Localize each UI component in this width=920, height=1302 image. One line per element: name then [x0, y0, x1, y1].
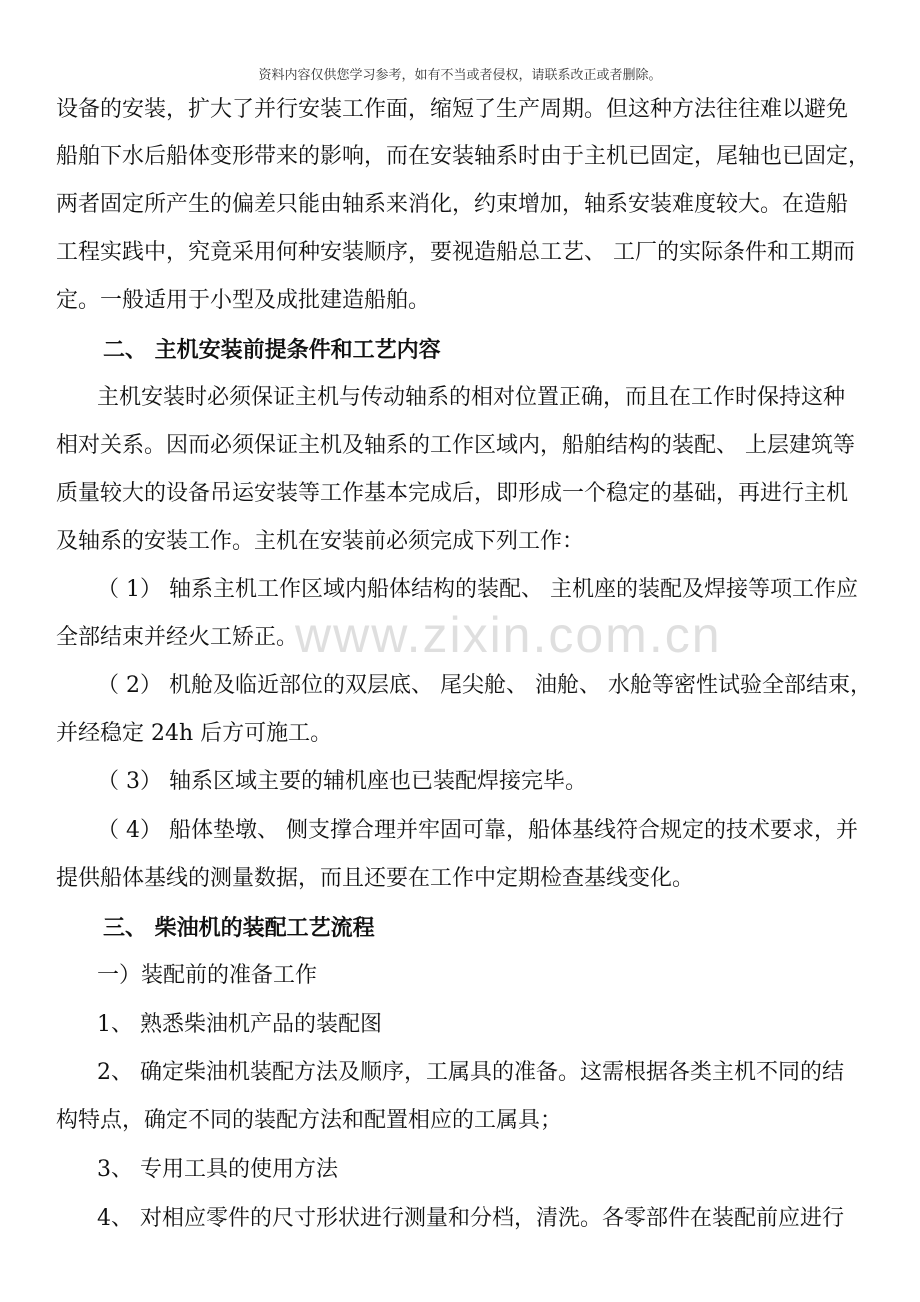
- paragraph-line: 并经稳定 24h 后方可施工。: [56, 721, 333, 746]
- paragraph-line: 构特点，确定不同的装配方法和配置相应的工属具；: [56, 1108, 563, 1133]
- paragraph-line: 全部结束并经火工矫正。: [56, 625, 299, 650]
- list-item: （ 2） 机舱及临近部位的双层底、 尾尖舱、 油舱、 水舱等密性试验全部结束，: [97, 673, 872, 698]
- list-item: （ 3） 轴系区域主要的辅机座也已装配焊接完毕。: [97, 769, 587, 794]
- paragraph-line: 工程实践中，究竟采用何种安装顺序，要视造船总工艺、 工厂的实际条件和工期而: [56, 240, 855, 265]
- paragraph-line: 定。一般适用于小型及成批建造船舶。: [56, 288, 431, 313]
- list-item: 3、 专用工具的使用方法: [97, 1157, 338, 1182]
- section-heading: 三、 柴油机的装配工艺流程: [103, 915, 375, 941]
- paragraph-line: 质量较大的设备吊运安装等工作基本完成后，即形成一个稳定的基础，再进行主机: [56, 481, 849, 506]
- paragraph-line: 两者固定所产生的偏差只能由轴系来消化，约束增加，轴系安装难度较大。在造船: [56, 192, 849, 217]
- paragraph-line: 主机安装时必须保证主机与传动轴系的相对位置正确，而且在工作时保持这种: [97, 385, 846, 410]
- paragraph-line: 及轴系的安装工作。主机在安装前必须完成下列工作：: [56, 529, 585, 554]
- list-item: 2、 确定柴油机装配方法及顺序，工属具的准备。这需根据各类主机不同的结: [97, 1060, 844, 1085]
- list-item: 1、 熟悉柴油机产品的装配图: [97, 1012, 382, 1037]
- paragraph-line: 相对关系。因而必须保证主机及轴系的工作区域内，船舶结构的装配、 上层建筑等: [56, 433, 855, 458]
- paragraph-line: 设备的安装，扩大了并行安装工作面，缩短了生产周期。但这种方法往往难以避免: [56, 97, 849, 122]
- paragraph-line: 船舶下水后船体变形带来的影响，而在安装轴系时由于主机已固定，尾轴也已固定，: [56, 144, 871, 169]
- list-item: （ 4） 船体垫墩、 侧支撑合理并牢固可靠，船体基线符合规定的技术要求，并: [97, 818, 858, 843]
- section-heading: 二、 主机安装前提条件和工艺内容: [103, 337, 441, 363]
- header-note: 资料内容仅供您学习参考，如有不当或者侵权，请联系改正或者删除。: [258, 68, 662, 83]
- subsection-heading: 一）装配前的准备工作: [97, 963, 318, 988]
- list-item: （ 1） 轴系主机工作区域内船体结构的装配、 主机座的装配及焊接等项工作应: [97, 577, 858, 602]
- watermark: www.zixin.com.cn: [295, 607, 722, 663]
- list-item: 4、 对相应零件的尺寸形状进行测量和分档，清洗。各零部件在装配前应进行: [97, 1206, 844, 1231]
- paragraph-line: 提供船体基线的测量数据，而且还要在工作中定期检查基线变化。: [56, 866, 695, 891]
